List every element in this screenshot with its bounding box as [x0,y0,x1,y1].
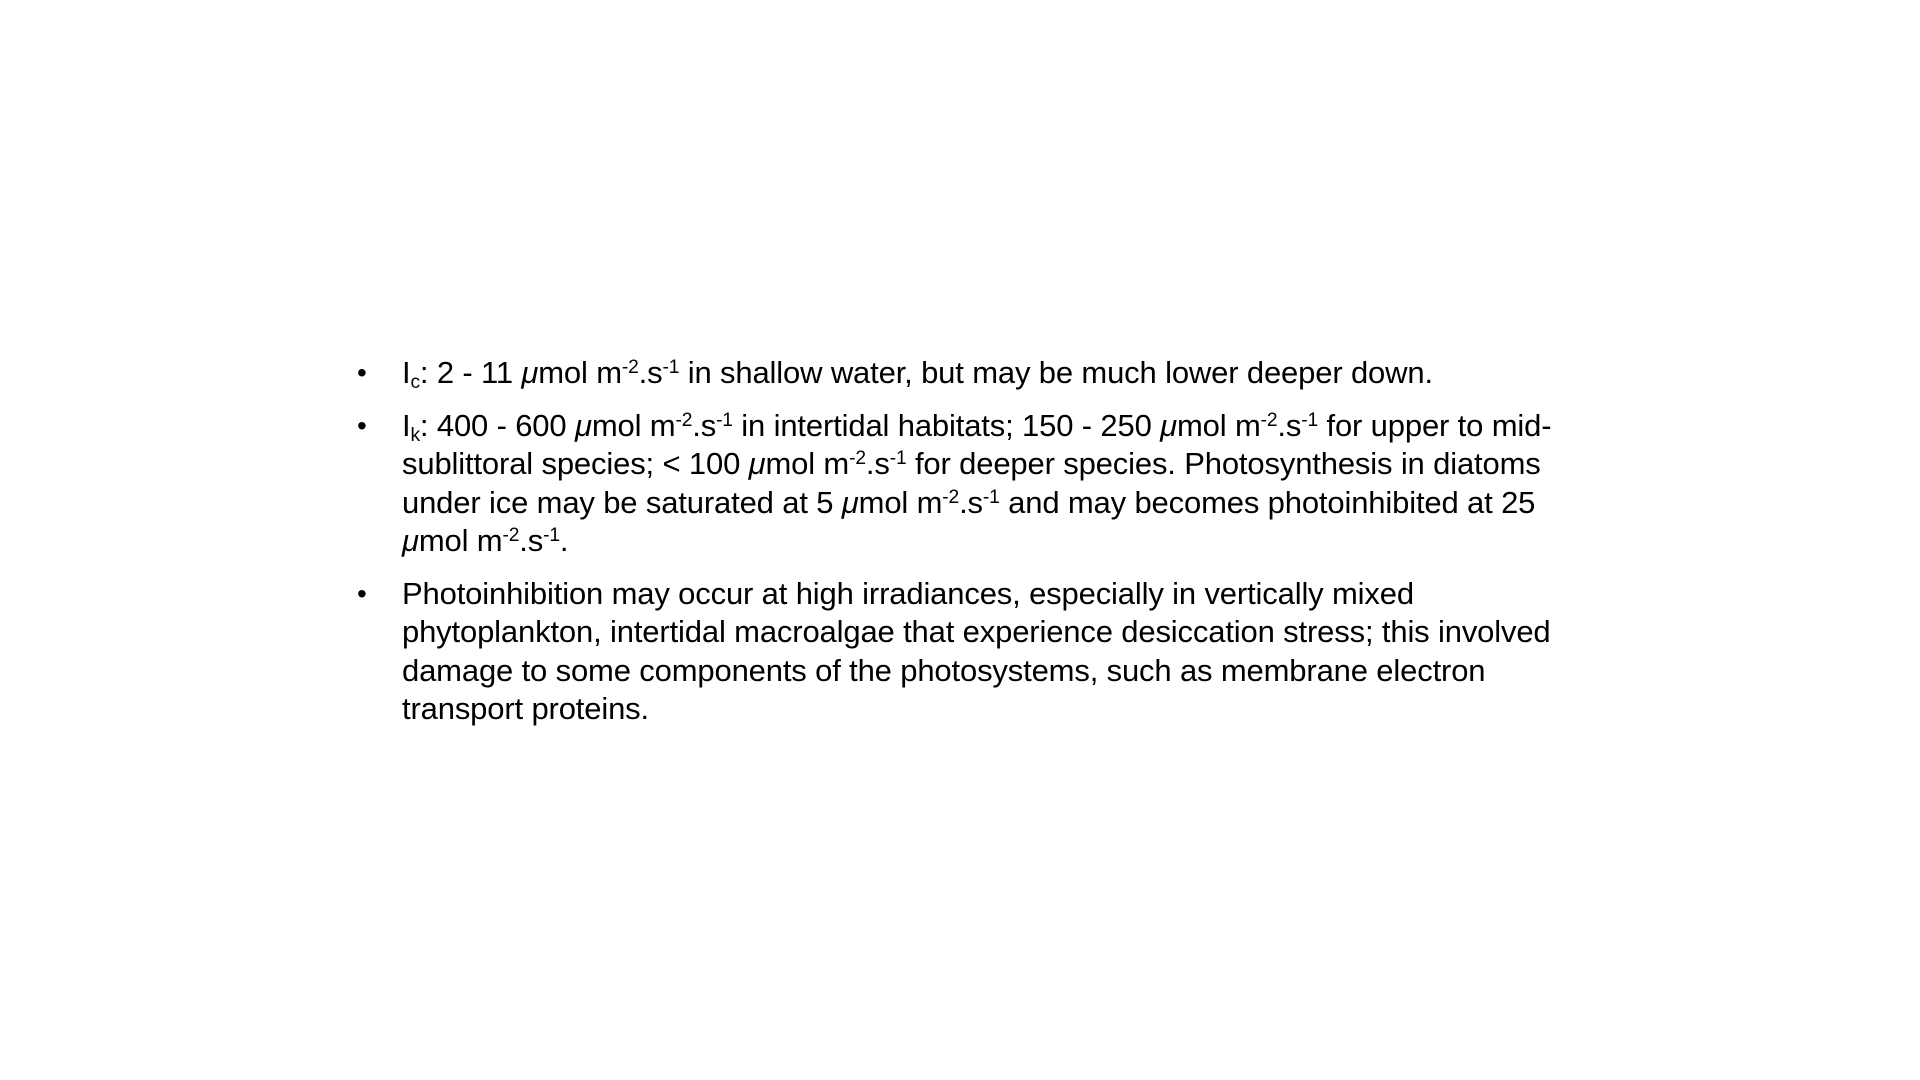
text-run: : 2 - 11 [419,355,522,390]
text-run: .s [1277,407,1302,443]
superscript: -2 [675,409,693,431]
superscript: -2 [502,525,520,547]
mu-symbol: μ [1160,407,1177,443]
bullet-text [402,355,1433,394]
text-run: I [402,407,411,443]
bullet-dot-icon: • [357,577,367,609]
text-run: in shallow water, but may be much lower deeper down. [679,355,1433,390]
bullet-list [352,354,1582,743]
superscript: -1 [543,525,560,547]
superscript: -2 [1260,409,1278,431]
text-run: in intertidal habitats; 150 - 250 [732,407,1161,443]
subscript: c [410,372,420,394]
text-run: mol m [765,446,850,481]
text-run: .s [865,446,890,481]
text-run: mol m [591,407,676,443]
mu-symbol: μ [521,355,539,390]
bullet-dot-icon: • [357,409,367,441]
superscript: -1 [889,448,907,470]
superscript: -2 [942,486,960,508]
superscript: -1 [1301,409,1319,431]
mu-symbol: μ [574,407,592,443]
text-run: mol m [418,523,503,558]
mu-symbol: μ [402,523,419,558]
text-run: mol m [538,355,622,390]
text-run: for deeper species. Photosynthesis in diatoms under ice may be saturated at 5 [402,446,1541,520]
superscript: -2 [621,357,639,379]
text-run: .s [519,523,544,558]
bullet-item [352,354,1582,393]
text-run: . [559,523,569,558]
text-run: for upper to mid-sublittoral species; < 100 [402,407,1552,481]
subscript: k [410,424,420,446]
bullet-dot-icon: • [357,357,367,388]
mu-symbol: μ [748,446,766,481]
bullet-item [352,575,1582,729]
mu-symbol: μ [841,484,859,520]
bullet-item [352,407,1582,561]
text-run: .s [692,407,717,443]
superscript: -1 [662,357,680,379]
text-run: mol m [1177,407,1261,443]
text-run: I [402,355,411,390]
text-run: .s [959,484,983,520]
text-run: and may becomes photoinhibited at 25 [999,484,1536,520]
superscript: -2 [849,448,866,470]
text-run: mol m [858,484,943,520]
bullet-text [402,576,1551,727]
text-run: Photoinhibition may occur at high irradiances, especially in vertically mixed phytoplankton, intertidal macroalgae that experience desiccation stress; this involved damage to some components of the photosystems, such as membrane electron transport proteins. [402,575,1551,726]
text-run: : 400 - 600 [419,407,575,443]
superscript: -1 [716,409,733,431]
bullet-text [402,408,1551,559]
superscript: -1 [982,486,1000,508]
text-run: .s [638,355,663,390]
